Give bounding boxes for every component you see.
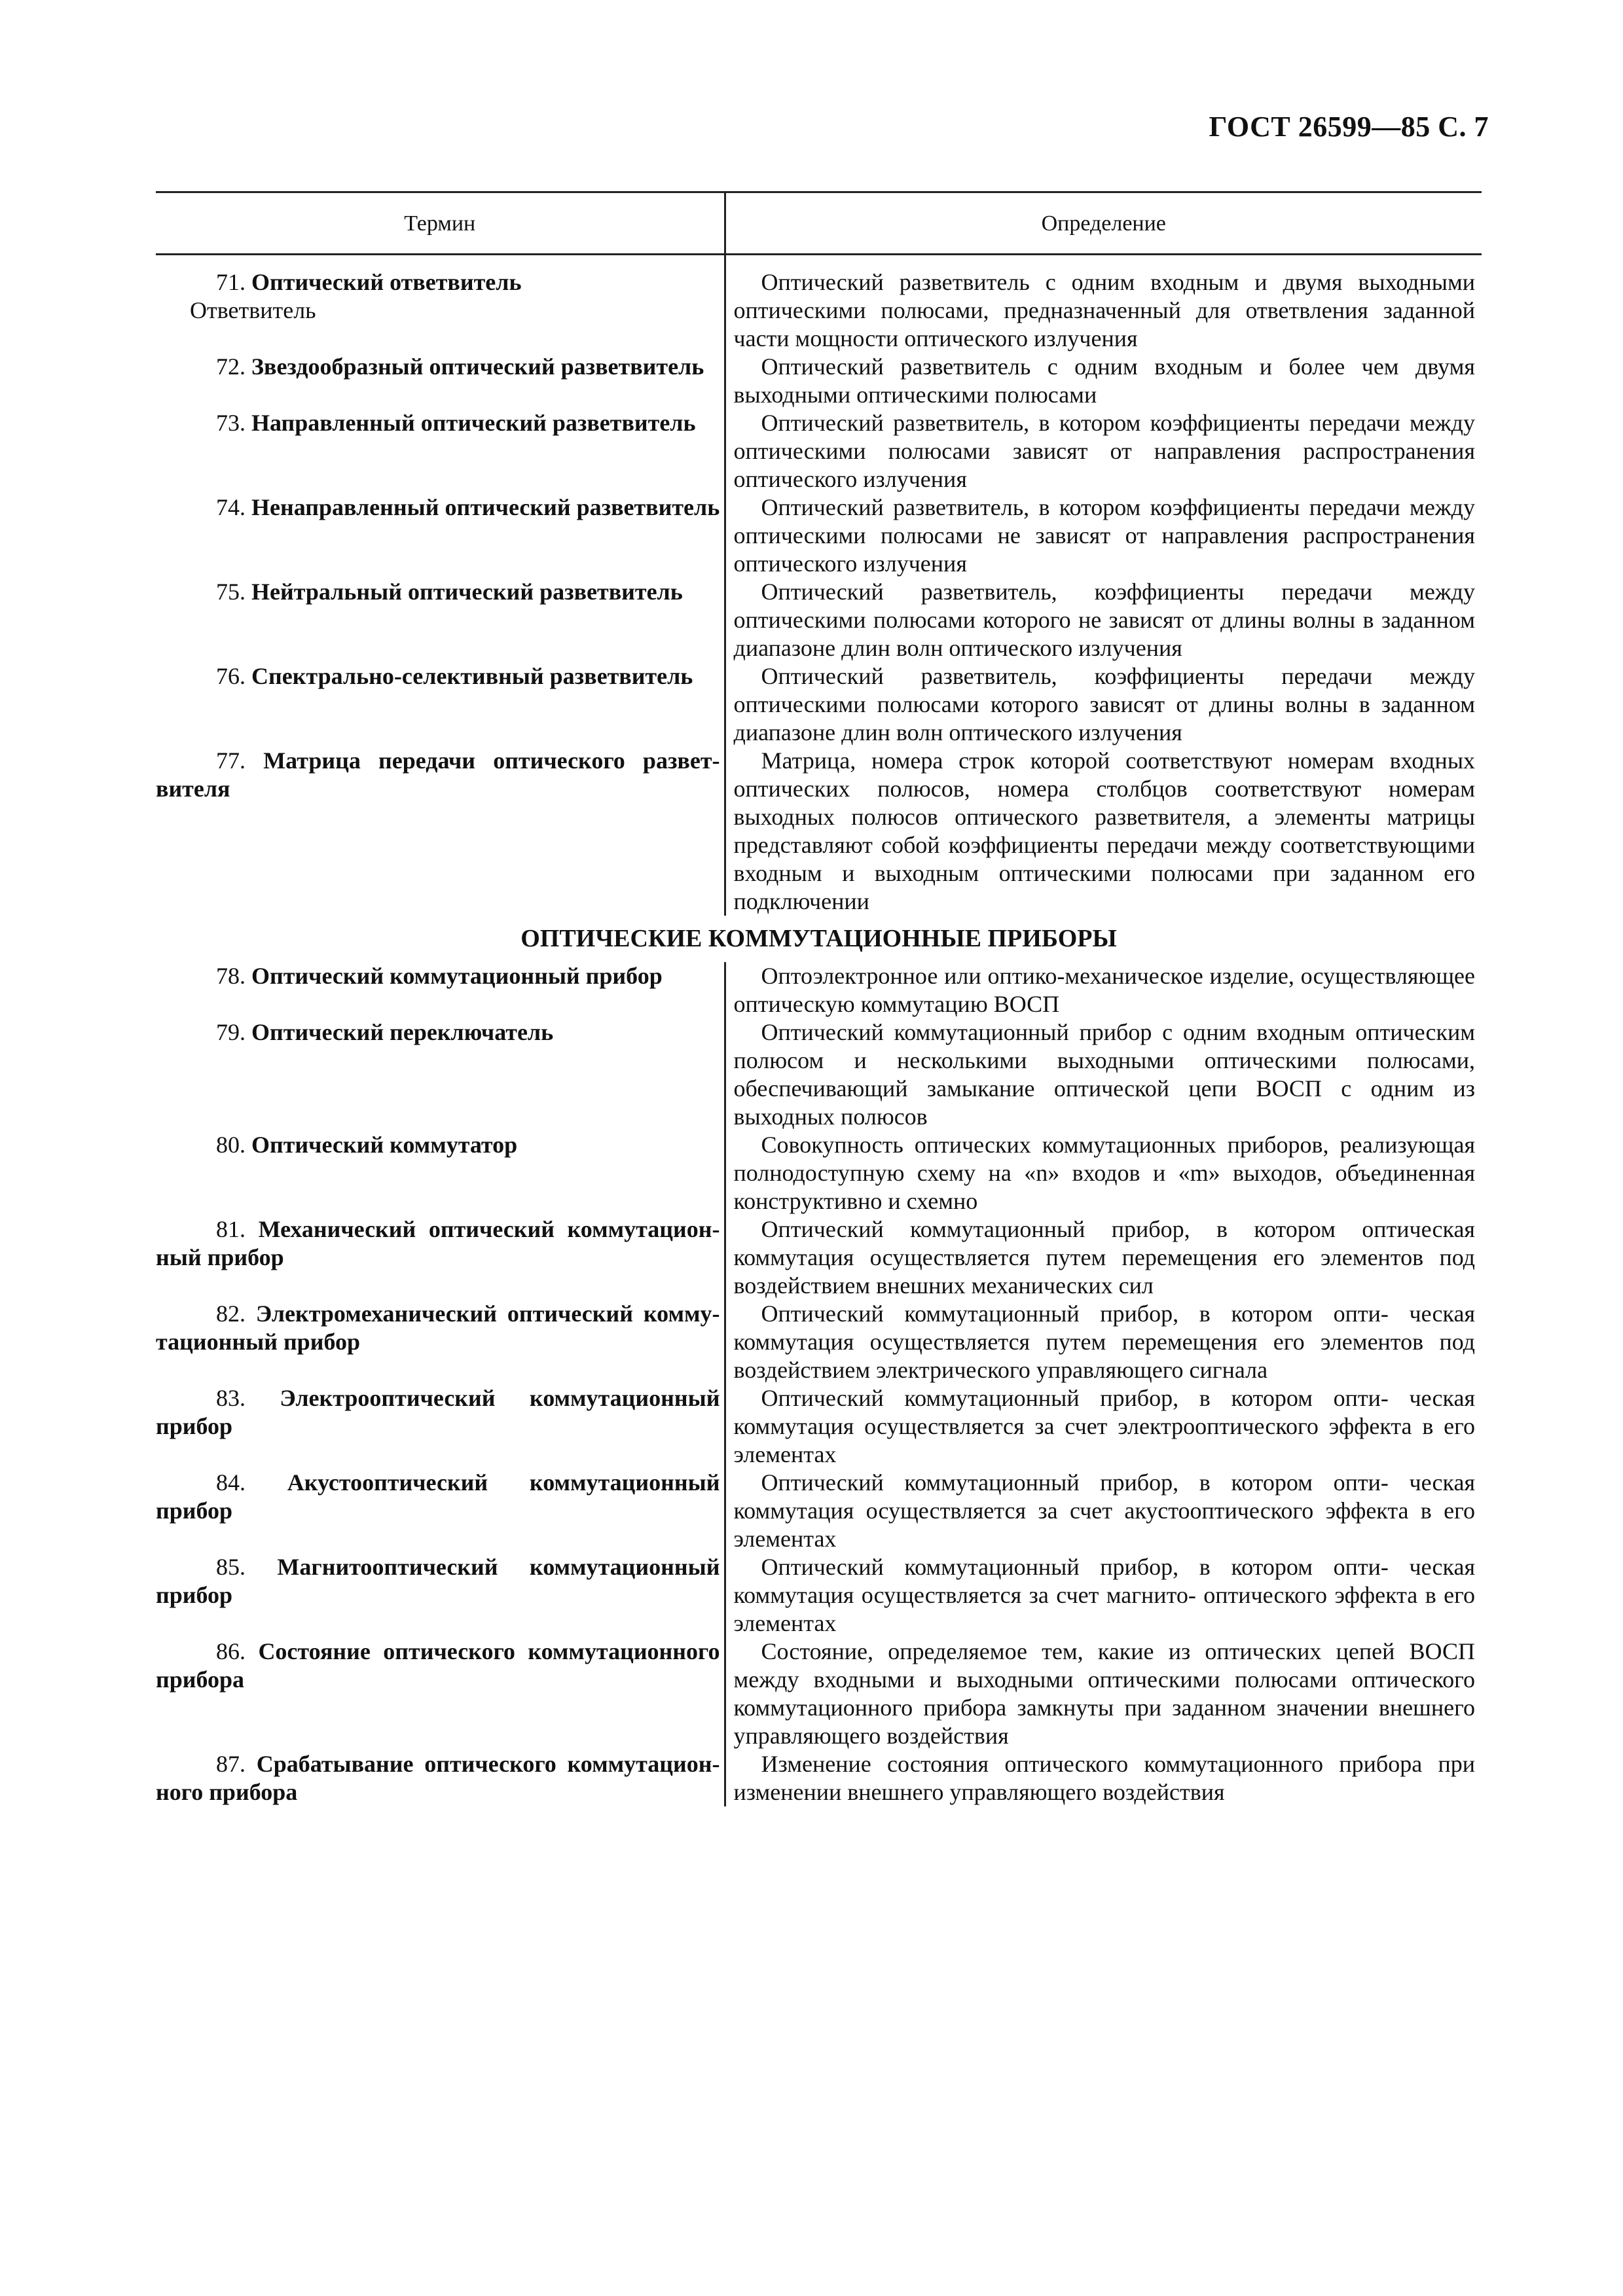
definition-cell — [725, 1638, 1482, 1750]
definition-text: Оптический коммутационный прибор, в котором опти- ческая коммутация осуществляется путем перемещения его элементов под воздействием электрического управляющего сигнала — [733, 1300, 1475, 1383]
term-name: Оптический переключатель — [251, 1019, 554, 1045]
definition-cell — [725, 962, 1482, 1018]
term-cell — [156, 493, 725, 578]
term-cell — [156, 578, 725, 662]
term-line — [156, 1300, 720, 1356]
term-row — [156, 1131, 1482, 1215]
definition-cell — [725, 578, 1482, 662]
definition-text: Оптический коммутационный прибор, в котором опти- ческая коммутация осуществляется за счет электрооптического эффекта в его элементах — [733, 1385, 1475, 1467]
term-cell — [156, 353, 725, 409]
term-cell — [156, 747, 725, 916]
definition-text: Совокупность оптических коммутационных приборов, реализующая полнодоступную схему на «n» входов и «m» выходов, объединенная конструктивно и схемно — [733, 1132, 1475, 1214]
definition-text: Оптический разветвитель с одним входным и двумя выходными оптическими полюсами, предназначенный для ответвления заданной части мощности оптического излучения — [733, 269, 1475, 351]
term-row — [156, 747, 1482, 916]
definition-cell — [725, 255, 1482, 353]
table-body-section-b — [156, 962, 1482, 1806]
page-header: ГОСТ 26599—85 С. 7 — [1209, 111, 1489, 143]
term-row — [156, 255, 1482, 353]
term-synonym: Ответвитель — [190, 297, 316, 323]
term-line — [156, 1750, 720, 1806]
definition-text: Матрица, номера строк которой соответствуют номерам входных оптических полюсов, номера столбцов соответствуют номерам выходных полюсов оптического разветвителя, а элементы матрицы представляют собой коэффициенты передачи между соответствующими входным и выходным оптическими полюсами при заданном его подключении — [733, 747, 1475, 914]
term-row — [156, 1300, 1482, 1384]
definition-cell — [725, 1131, 1482, 1215]
term-row — [156, 493, 1482, 578]
term-number: 74. — [216, 494, 246, 520]
term-name: Электрооптический коммутационный прибор — [156, 1385, 720, 1439]
term-line — [156, 409, 720, 437]
term-number: 85. — [216, 1554, 246, 1580]
term-row — [156, 1215, 1482, 1300]
table-body-section-a — [156, 255, 1482, 916]
term-number: 72. — [216, 353, 246, 380]
column-header-term: Термин — [156, 192, 725, 255]
definition-cell — [725, 1018, 1482, 1131]
term-name: Матрица передачи оптического развет- вителя — [156, 747, 720, 802]
term-number: 76. — [216, 663, 246, 689]
term-number: 84. — [216, 1469, 246, 1496]
definition-cell — [725, 1553, 1482, 1638]
term-cell — [156, 1750, 725, 1806]
term-name: Магнитооптический коммутационный прибор — [156, 1554, 720, 1608]
term-number: 75. — [216, 579, 246, 605]
definition-text: Оптический разветвитель, коэффициенты передачи между оптическими полюсами которого зависят от длины волны в заданном диапазоне длин волн оптического излучения — [733, 663, 1475, 745]
term-cell — [156, 1638, 725, 1750]
term-number: 73. — [216, 410, 246, 436]
term-name: Механический оптический коммутацион- ный прибор — [156, 1216, 720, 1270]
definition-text: Оптический разветвитель, в котором коэффициенты передачи между оптическими полюсами зависят от направления распространения оптического излучения — [733, 410, 1475, 492]
term-row — [156, 1469, 1482, 1553]
term-row — [156, 353, 1482, 409]
term-name: Оптический коммутатор — [251, 1132, 518, 1158]
term-line — [156, 1384, 720, 1441]
definition-cell — [725, 1750, 1482, 1806]
definition-text: Оптический разветвитель, коэффициенты передачи между оптическими полюсами которого не зависят от длины волны в заданном диапазоне длин волн оптического излучения — [733, 579, 1475, 661]
definition-cell — [725, 747, 1482, 916]
definition-cell — [725, 1384, 1482, 1469]
term-number: 77. — [216, 747, 246, 774]
definition-cell — [725, 1300, 1482, 1384]
term-number: 78. — [216, 963, 246, 989]
term-name: Оптический ответвитель — [251, 269, 522, 295]
terms-table — [156, 191, 1482, 1806]
term-name: Спектрально-селективный разветвитель — [251, 663, 693, 689]
term-number: 82. — [216, 1300, 246, 1327]
term-line — [156, 268, 720, 296]
term-cell — [156, 1018, 725, 1131]
section-heading-group — [156, 916, 1482, 962]
term-cell — [156, 1553, 725, 1638]
term-name: Ненаправленный оптический разветвитель — [251, 494, 720, 520]
term-line — [156, 1215, 720, 1272]
term-cell — [156, 1469, 725, 1553]
term-cell — [156, 1300, 725, 1384]
definition-cell — [725, 409, 1482, 493]
term-name: Звездообразный оптический разветвитель — [251, 353, 704, 380]
term-line — [156, 662, 720, 691]
term-line — [156, 962, 720, 990]
term-cell — [156, 409, 725, 493]
term-number: 87. — [216, 1751, 246, 1777]
term-cell — [156, 662, 725, 747]
term-line — [156, 1131, 720, 1159]
column-header-definition: Определение — [725, 192, 1482, 255]
term-line — [156, 1469, 720, 1525]
definition-text: Оптический коммутационный прибор с одним входным оптическим полюсом и несколькими выходными оптическими полюсами, обеспечивающий замыкание оптической цепи ВОСП с одним из выходных полюсов — [733, 1019, 1475, 1130]
definition-cell — [725, 662, 1482, 747]
definition-text: Оптический разветвитель, в котором коэффициенты передачи между оптическими полюсами не зависят от направления распространения оптического излучения — [733, 494, 1475, 577]
definition-cell — [725, 1215, 1482, 1300]
definition-text: Оптический коммутационный прибор, в котором оптическая коммутация осуществляется путем перемещения его элементов под воздействием внешних механических сил — [733, 1216, 1475, 1299]
definition-text: Оптический коммутационный прибор, в котором опти- ческая коммутация осуществляется за счет акустооптического эффекта в его элементах — [733, 1469, 1475, 1552]
term-number: 81. — [216, 1216, 246, 1242]
term-name: Электромеханический оптический комму- тационный прибор — [156, 1300, 720, 1355]
table-header-row — [156, 192, 1482, 255]
section-heading-row — [156, 916, 1482, 962]
term-cell — [156, 255, 725, 353]
term-row — [156, 662, 1482, 747]
term-row — [156, 1553, 1482, 1638]
term-line — [156, 578, 720, 606]
term-line — [156, 747, 720, 803]
term-line — [156, 1553, 720, 1609]
term-line — [156, 493, 720, 522]
definition-cell — [725, 493, 1482, 578]
term-row — [156, 1384, 1482, 1469]
definition-text: Изменение состояния оптического коммутационного прибора при изменении внешнего управляющего воздействия — [733, 1751, 1475, 1805]
term-name: Нейтральный оптический разветвитель — [251, 579, 683, 605]
term-cell — [156, 1384, 725, 1469]
term-cell — [156, 1215, 725, 1300]
term-number: 86. — [216, 1638, 246, 1664]
term-row — [156, 409, 1482, 493]
term-name: Срабатывание оптического коммутацион- ного прибора — [156, 1751, 720, 1805]
term-row — [156, 578, 1482, 662]
definition-cell — [725, 1469, 1482, 1553]
term-name: Состояние оптического коммутационного прибора — [156, 1638, 720, 1693]
term-number: 83. — [216, 1385, 246, 1411]
definition-cell — [725, 353, 1482, 409]
definition-text: Состояние, определяемое тем, какие из оптических цепей ВОСП между входными и выходными оптическими полюсами оптического коммутационного прибора замкнуты при заданном значении внешнего управляющего воздействия — [733, 1638, 1475, 1749]
term-row — [156, 1750, 1482, 1806]
term-number: 79. — [216, 1019, 246, 1045]
term-cell — [156, 1131, 725, 1215]
section-title: ОПТИЧЕСКИЕ КОММУТАЦИОННЫЕ ПРИБОРЫ — [520, 925, 1117, 952]
term-row — [156, 1638, 1482, 1750]
term-number: 71. — [216, 269, 246, 295]
term-line — [156, 1638, 720, 1694]
definition-text: Оптический разветвитель с одним входным и более чем двумя выходными оптическими полюсами — [733, 353, 1475, 408]
term-number: 80. — [216, 1132, 246, 1158]
term-name: Акустооптический коммутационный прибор — [156, 1469, 720, 1524]
term-row — [156, 1018, 1482, 1131]
term-name: Оптический коммутационный прибор — [251, 963, 663, 989]
definition-text: Оптоэлектронное или оптико-механическое изделие, осуществляющее оптическую коммутацию ВОСП — [733, 963, 1475, 1017]
term-line — [156, 353, 720, 381]
term-row — [156, 962, 1482, 1018]
definition-text: Оптический коммутационный прибор, в котором опти- ческая коммутация осуществляется за счет магнито- оптического эффекта в его элементах — [733, 1554, 1475, 1636]
term-name: Направленный оптический разветвитель — [251, 410, 696, 436]
term-line — [156, 1018, 720, 1047]
term-cell — [156, 962, 725, 1018]
